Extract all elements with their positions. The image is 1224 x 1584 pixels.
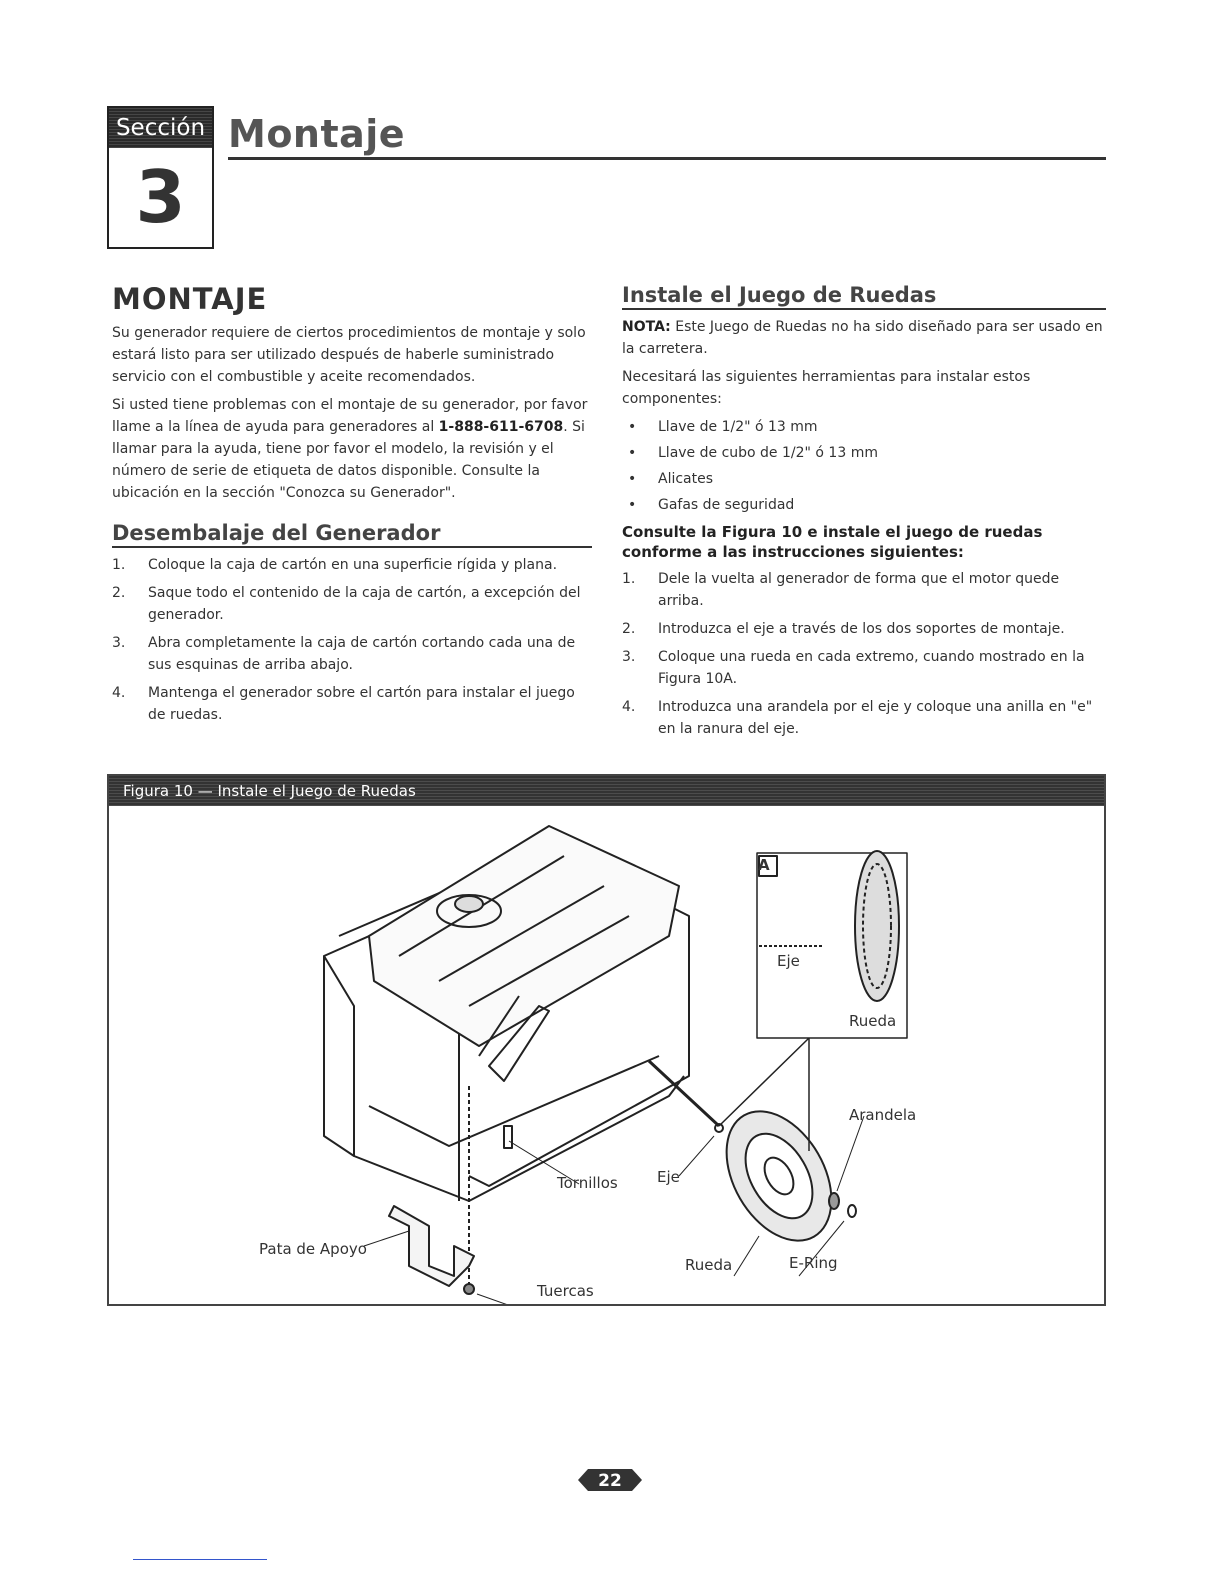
inset-letter: A (758, 856, 770, 874)
step-text: Saque todo el contenido de la caja de cartón, a excepción del generador. (148, 585, 581, 623)
figure-title: Figura 10 — Instale el Juego de Ruedas (123, 782, 416, 800)
step-number: 4. (112, 685, 126, 701)
list-item (112, 582, 592, 626)
page-title: Montaje (228, 112, 406, 156)
right-column (622, 284, 1106, 746)
step-number: 3. (622, 649, 636, 665)
section-badge (107, 106, 214, 249)
intro-p2-text-a: Si usted tiene problemas con el montaje de su generador, por favor llame a la línea de ayuda para generadores al (112, 397, 588, 435)
step-text: Dele la vuelta al generador de forma que el motor quede arriba. (658, 571, 1060, 609)
intro-p2-text-b: . Si llamar para la ayuda, tiene por favor el modelo, la revisión y el número de serie de etiqueta de datos disponible. Consulte la ubicación en la sección "Conozca su Generador". (112, 419, 585, 501)
tools-list (622, 416, 1106, 516)
list-item (112, 682, 592, 726)
unpack-steps (112, 554, 592, 726)
note-text: Este Juego de Ruedas no ha sido diseñado para ser usado en la carretera. (622, 319, 1103, 357)
list-item (622, 646, 1106, 690)
step-number: 1. (112, 557, 126, 573)
page-number: 22 (598, 1471, 622, 1491)
ering-label: E-Ring (789, 1254, 838, 1272)
step-text: Coloque una rueda en cada extremo, cuando mostrado en la Figura 10A. (658, 649, 1085, 687)
page-number-badge (578, 1461, 642, 1499)
wheel-kit-heading: Instale el Juego de Ruedas (622, 284, 1106, 310)
unpack-heading: Desembalaje del Generador (112, 522, 592, 548)
list-item (622, 696, 1106, 740)
figure-title-bar (109, 776, 1104, 806)
step-number: 3. (112, 635, 126, 651)
footer-rule (133, 1559, 267, 1560)
step-text: Mantenga el generador sobre el cartón para instalar el juego de ruedas. (148, 685, 575, 723)
note-label: NOTA: (622, 319, 671, 335)
inset-wheel-label: Rueda (849, 1012, 897, 1030)
axle-label: Eje (657, 1168, 680, 1186)
wheel-label: Rueda (685, 1256, 733, 1274)
list-item: • Gafas de seguridad (622, 494, 1106, 516)
bolts-label: Tornillos (557, 1174, 618, 1192)
montaje-heading: MONTAJE (112, 282, 268, 316)
intro-paragraph-1: Su generador requiere de ciertos procedimientos de montaje y solo estará listo para ser utilizado después de haberle suministrado servicio con el combustible y aceite recomendados. (112, 325, 586, 385)
list-item: • Llave de 1/2" ó 13 mm (622, 416, 1106, 438)
tools-intro: Necesitará las siguientes herramientas para instalar estos componentes: (622, 369, 1031, 407)
step-number: 4. (622, 699, 636, 715)
washer-label: Arandela (849, 1106, 917, 1124)
generator-wheel-kit-illustration (109, 806, 1104, 1304)
step-text: Introduzca una arandela por el eje y coloque una anilla en "e" en la ranura del eje. (658, 699, 1093, 737)
list-item (112, 554, 592, 576)
inset-axle-label: Eje (777, 952, 800, 970)
note-paragraph (622, 316, 1106, 360)
helpline-phone: 1-888-611-6708 (438, 419, 564, 435)
list-item: • Alicates (622, 468, 1106, 490)
list-item (622, 618, 1106, 640)
step-text: Coloque la caja de cartón en una superficie rígida y plana. (148, 557, 558, 573)
section-label: Sección (109, 108, 212, 148)
step-number: 2. (112, 585, 126, 601)
step-number: 1. (622, 571, 636, 587)
install-steps (622, 568, 1106, 740)
list-item: • Llave de cubo de 1/2" ó 13 mm (622, 442, 1106, 464)
intro-paragraph-2 (112, 394, 592, 504)
step-number: 2. (622, 621, 636, 637)
nuts-label: Tuercas (537, 1282, 594, 1300)
title-divider (228, 157, 1106, 160)
list-item (622, 568, 1106, 612)
left-column (112, 322, 592, 732)
instructions-heading: Consulte la Figura 10 e instale el juego de ruedas conforme a las instrucciones siguientes: (622, 523, 1043, 561)
list-item (112, 632, 592, 676)
figure-10 (107, 774, 1106, 1306)
foot-label: Pata de Apoyo (259, 1240, 367, 1258)
section-number: 3 (135, 155, 186, 239)
step-text: Abra completamente la caja de cartón cortando cada una de sus esquinas de arriba abajo. (148, 635, 576, 673)
step-text: Introduzca el eje a través de los dos soportes de montaje. (658, 621, 1065, 637)
